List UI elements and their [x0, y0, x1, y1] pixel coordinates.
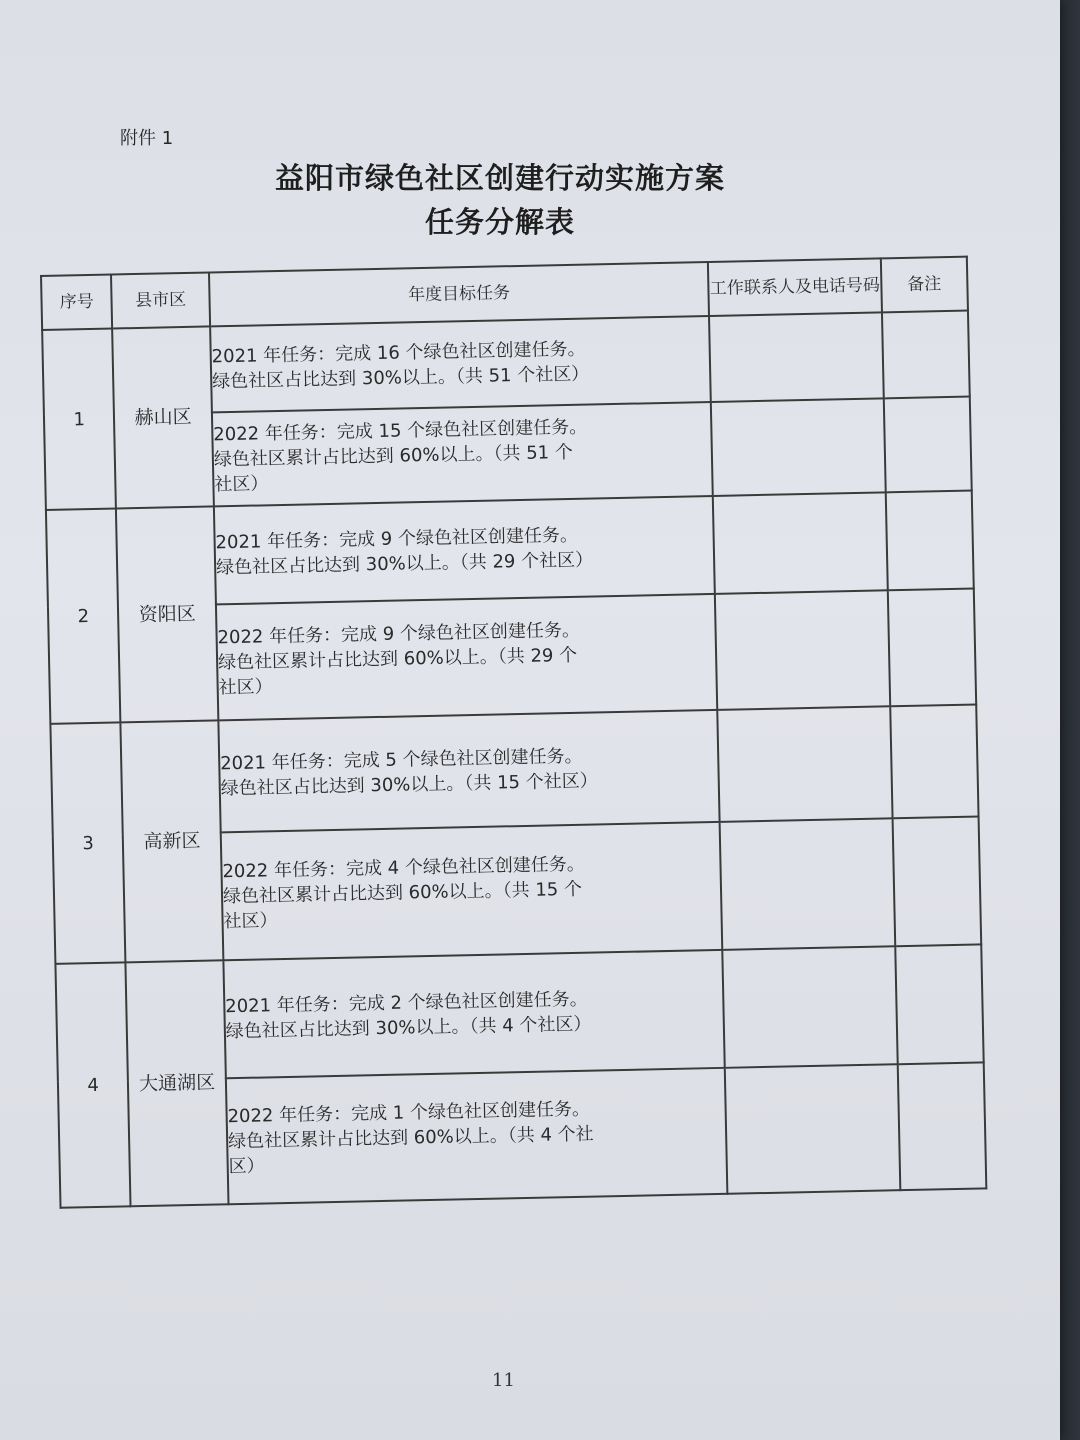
- task-line: 区）: [228, 1154, 265, 1177]
- note-cell: [895, 944, 984, 1064]
- note-cell: [885, 491, 973, 591]
- task-line: 2022 年任务：完成 1 个绿色社区创建任务。: [227, 1098, 591, 1127]
- task-line: 绿色社区占比达到 30%以上。（共 4 个社区）: [225, 1013, 592, 1043]
- task-2021: [214, 496, 715, 604]
- attachment-label: 附件 1: [120, 128, 174, 149]
- table-row: [50, 704, 978, 835]
- task-line: 2021 年任务：完成 16 个绿色社区创建任务。: [211, 338, 586, 368]
- task-line: 2021 年任务：完成 5 个绿色社区创建任务。: [219, 745, 583, 775]
- task-2021: [210, 316, 711, 412]
- note-cell: [882, 311, 970, 399]
- county-name: 高新区: [121, 720, 224, 962]
- header-no: 序号: [41, 275, 112, 330]
- contact-cell: [723, 946, 898, 1068]
- task-line: 社区）: [223, 909, 278, 932]
- task-line: 绿色社区累计占比达到 60%以上。（共 51 个: [213, 441, 574, 470]
- note-cell: [888, 589, 977, 707]
- contact-cell: [717, 706, 892, 822]
- task-2022: [221, 822, 723, 960]
- table-row: [55, 944, 983, 1081]
- task-line: 绿色社区累计占比达到 60%以上。（共 29 个: [217, 644, 578, 673]
- contact-cell: [715, 590, 890, 710]
- header-county: 县市区: [111, 272, 210, 328]
- document-title: 益阳市绿色社区创建行动实施方案: [274, 161, 725, 195]
- task-line: 2021 年任务：完成 2 个绿色社区创建任务。: [225, 988, 588, 1018]
- task-line: 绿色社区占比达到 30%以上。（共 51 个社区）: [211, 363, 590, 393]
- note-cell: [883, 397, 971, 493]
- document-subtitle: 任务分解表: [424, 205, 575, 239]
- header-contact: 工作联系人及电话号码: [708, 258, 882, 316]
- contact-cell: [713, 492, 887, 594]
- county-name: 赫山区: [112, 326, 213, 508]
- task-breakdown-table: [40, 256, 987, 1209]
- header-task: 年度目标任务: [209, 262, 709, 326]
- task-2022: [216, 594, 718, 720]
- task-line: 绿色社区占比达到 30%以上。（共 29 个社区）: [215, 549, 594, 579]
- row-number: 3: [50, 722, 125, 963]
- task-line: 社区）: [214, 472, 269, 495]
- header-note: 备注: [881, 257, 968, 313]
- county-name: 资阳区: [116, 506, 218, 722]
- task-2021: [218, 710, 720, 832]
- task-2022: [212, 402, 713, 506]
- task-line: 2022 年任务：完成 15 个绿色社区创建任务。: [213, 416, 588, 445]
- task-line: 社区）: [218, 675, 273, 698]
- row-number: 1: [42, 328, 116, 509]
- task-line: 绿色社区累计占比达到 60%以上。（共 15 个: [222, 878, 583, 907]
- row-number: 2: [46, 508, 121, 723]
- page-number: 11: [492, 1370, 515, 1391]
- task-2021: [223, 950, 725, 1078]
- note-cell: [897, 1062, 986, 1190]
- note-cell: [892, 816, 981, 946]
- task-line: 绿色社区占比达到 30%以上。（共 15 个社区）: [220, 770, 598, 800]
- task-line: 2021 年任务：完成 9 个绿色社区创建任务。: [215, 524, 579, 554]
- task-line: 2022 年任务：完成 4 个绿色社区创建任务。: [222, 853, 586, 882]
- row-number: 4: [55, 962, 130, 1207]
- note-cell: [890, 704, 979, 818]
- task-line: 绿色社区累计占比达到 60%以上。（共 4 个社: [227, 1123, 594, 1152]
- contact-cell: [711, 398, 885, 496]
- contact-cell: [725, 1064, 900, 1194]
- contact-cell: [709, 312, 883, 402]
- table-row: [46, 491, 974, 608]
- task-line: 2022 年任务：完成 9 个绿色社区创建任务。: [217, 619, 581, 648]
- task-2022: [226, 1068, 728, 1204]
- contact-cell: [720, 818, 895, 950]
- county-name: 大通湖区: [126, 960, 229, 1206]
